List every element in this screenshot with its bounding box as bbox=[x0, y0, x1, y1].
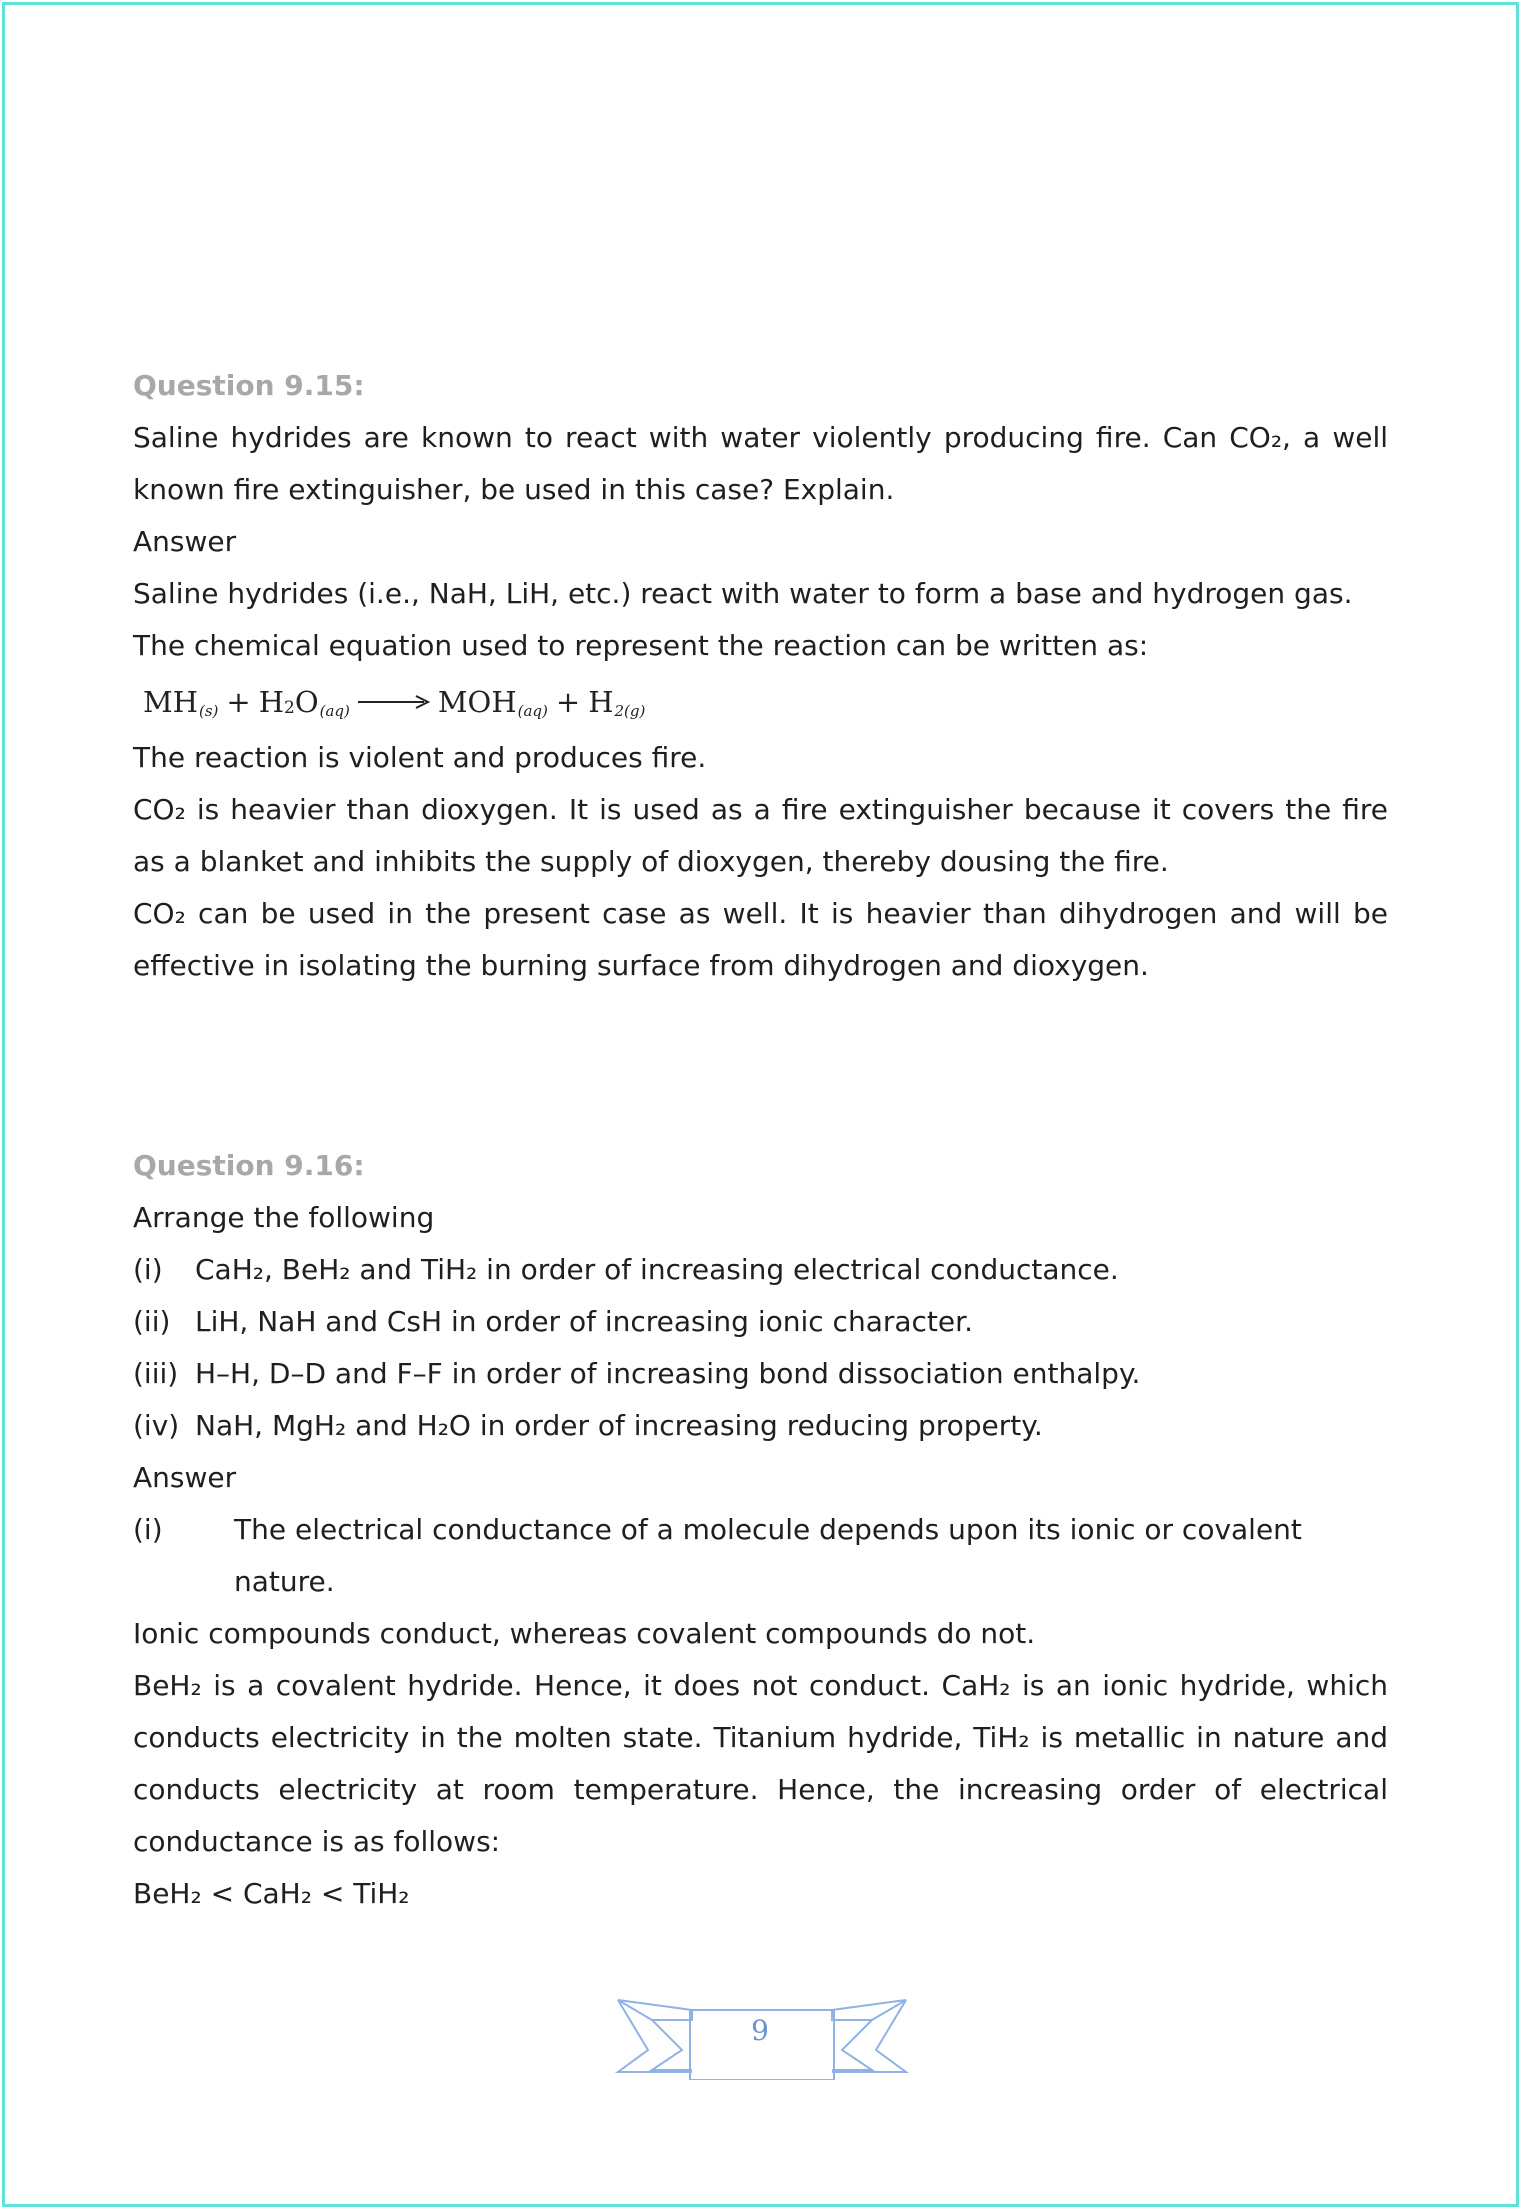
list-item-label: (iii) bbox=[133, 1357, 179, 1390]
page-number: 9 bbox=[751, 2014, 769, 2047]
equation-reactant-mh: MH bbox=[143, 685, 198, 719]
list-item bbox=[133, 1296, 1388, 1348]
answer-label: Answer bbox=[133, 1461, 237, 1494]
reaction-arrow-icon bbox=[358, 694, 430, 710]
answer-paragraph: CO₂ is heavier than dioxygen. It is used as a fire extinguisher because it covers the fire as a blanket and inhibits the supply of dioxygen, thereby dousing the fire. bbox=[133, 793, 1388, 878]
answer-paragraph: Saline hydrides (i.e., NaH, LiH, etc.) react with water to form a base and hydrogen gas. The chemical equation used to represent the reaction can be written as: bbox=[133, 577, 1353, 662]
list-item bbox=[133, 1348, 1388, 1400]
list-item-label: (ii) bbox=[133, 1305, 171, 1338]
equation-reactant-h: H bbox=[258, 685, 284, 719]
answer-item-label: (i) bbox=[133, 1513, 163, 1546]
list-item-text: CaH₂, BeH₂ and TiH₂ in order of increasing electrical conductance. bbox=[195, 1253, 1119, 1286]
equation-plus: + bbox=[555, 685, 581, 719]
question-9-15-title: Question 9.15: bbox=[133, 369, 365, 402]
document-content bbox=[133, 360, 1388, 1920]
list-item-label: (iv) bbox=[133, 1409, 180, 1442]
answer-item bbox=[133, 1504, 1388, 1608]
list-item-label: (i) bbox=[133, 1253, 163, 1286]
chemical-equation bbox=[133, 672, 1388, 732]
equation-product-h2: H bbox=[588, 685, 614, 719]
list-item-text: LiH, NaH and CsH in order of increasing ionic character. bbox=[195, 1305, 973, 1338]
question-9-16-intro: Arrange the following bbox=[133, 1201, 435, 1234]
question-9-15-text: Saline hydrides are known to react with water violently producing fire. Can CO₂, a well known fire extinguisher, be used in this case? Explain. bbox=[133, 421, 1388, 506]
conductance-order: BeH₂ < CaH₂ < TiH₂ bbox=[133, 1877, 410, 1910]
equation-state: 2(g) bbox=[614, 702, 646, 720]
answer-item-text: The electrical conductance of a molecule depends upon its ionic or covalent nature. bbox=[234, 1513, 1302, 1598]
page-footer bbox=[0, 1992, 1521, 2082]
equation-product-moh: MOH bbox=[437, 685, 517, 719]
section-spacer bbox=[133, 992, 1388, 1140]
answer-paragraph: The reaction is violent and produces fire. bbox=[133, 741, 707, 774]
question-9-16-title: Question 9.16: bbox=[133, 1149, 365, 1182]
equation-subscript: 2 bbox=[284, 698, 295, 718]
answer-paragraph: BeH₂ is a covalent hydride. Hence, it does not conduct. CaH₂ is an ionic hydride, which conducts electricity in the molten state. Titanium hydride, TiH₂ is metallic in nature and conducts electricity at room temperature. Hence, the increasing order of electrical conductance is as follows: bbox=[133, 1669, 1388, 1858]
answer-label: Answer bbox=[133, 525, 237, 558]
equation-plus: + bbox=[226, 685, 251, 719]
list-item-text: H–H, D–D and F–F in order of increasing bond dissociation enthalpy. bbox=[195, 1357, 1141, 1390]
equation-reactant-o: O bbox=[294, 685, 319, 719]
list-item-text: NaH, MgH₂ and H₂O in order of increasing reducing property. bbox=[195, 1409, 1043, 1442]
list-item bbox=[133, 1244, 1388, 1296]
list-item bbox=[133, 1400, 1388, 1452]
equation-state: (s) bbox=[198, 702, 219, 720]
equation-state: (aq) bbox=[319, 702, 350, 720]
answer-paragraph: Ionic compounds conduct, whereas covalent compounds do not. bbox=[133, 1617, 1036, 1650]
equation-state: (aq) bbox=[517, 702, 548, 720]
answer-paragraph: CO₂ can be used in the present case as well. It is heavier than dihydrogen and will be effective in isolating the burning surface from dihydrogen and dioxygen. bbox=[133, 897, 1388, 982]
